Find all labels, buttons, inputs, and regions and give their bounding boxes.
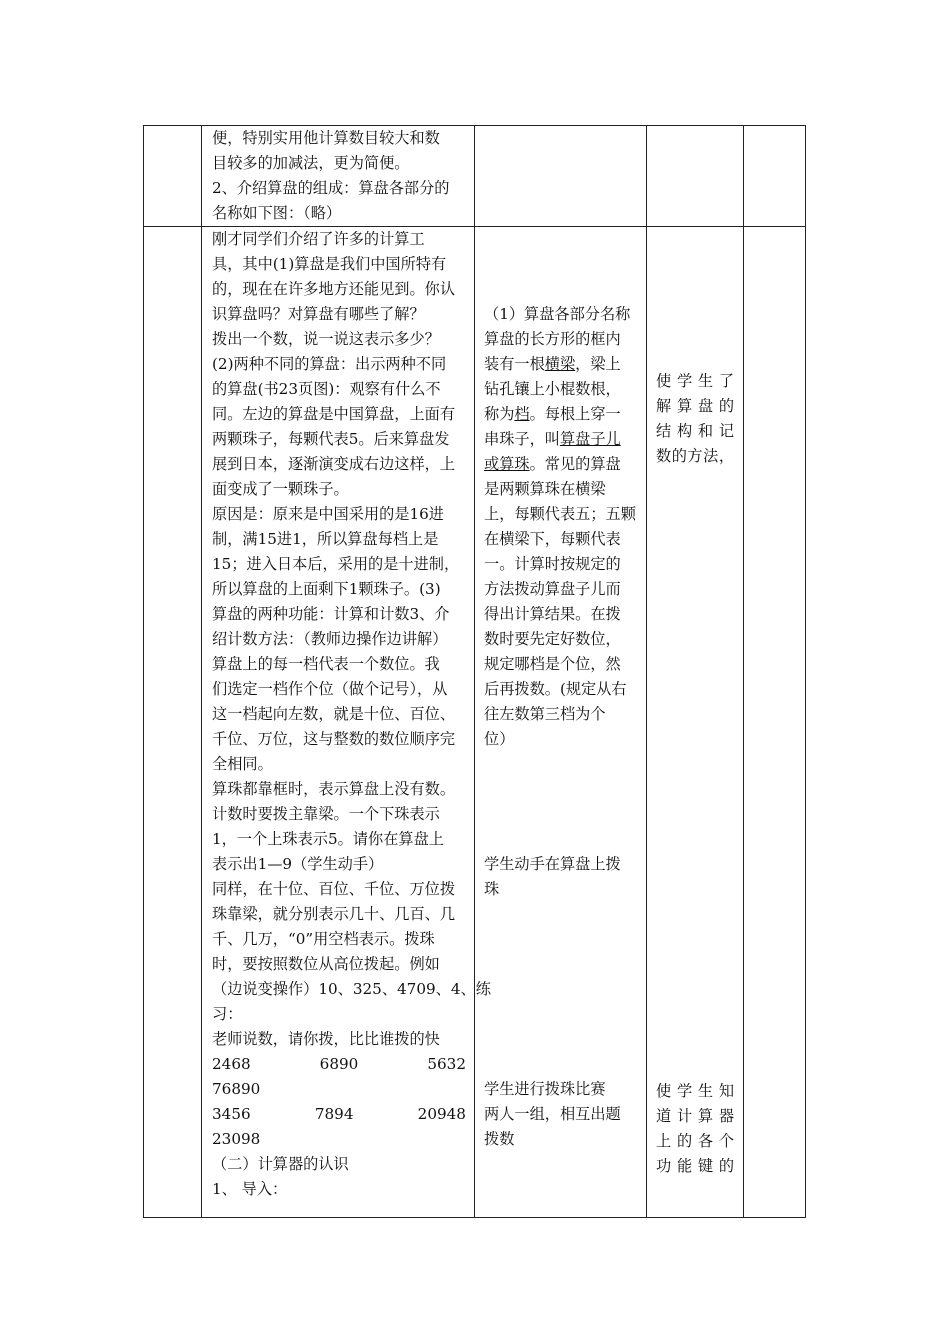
text-line: 道计算器 <box>656 1107 734 1125</box>
cell-teaching-process <box>202 126 475 227</box>
text-span: 。常见的算盘 <box>529 455 621 473</box>
text-line: 解算盘的 <box>656 397 734 415</box>
text-line: 表示出1—9（学生动手） <box>212 855 384 873</box>
drill-number: 5632 <box>427 1055 466 1073</box>
text-span: 是两颗算珠在横梁 <box>484 480 606 498</box>
drill-number: 2468 <box>212 1055 251 1073</box>
cell-teaching-process <box>202 227 491 1218</box>
drill-number: 76890 <box>212 1080 261 1098</box>
text-span: 装有一根 <box>484 355 545 373</box>
cell-empty <box>744 227 806 1218</box>
text-line: 算珠都靠框时，表示算盘上没有数。 <box>212 780 455 798</box>
text-line: 千位、万位，这与整数的数位顺序完 <box>212 730 455 748</box>
text-span: 得出计算结果。在拨 <box>484 605 621 623</box>
text-line <box>484 302 638 327</box>
cell-empty <box>744 126 806 227</box>
text-line <box>484 627 638 652</box>
text-line <box>484 452 638 477</box>
text-span: ，梁上 <box>575 355 621 373</box>
drill-number: 7894 <box>314 1105 354 1123</box>
drill-number: 20948 <box>417 1105 466 1123</box>
text-line: 老师说数，请你拨，比比谁拨的快 <box>212 1030 440 1048</box>
text-line <box>484 602 638 627</box>
text-line <box>484 327 638 352</box>
teaching-text <box>202 126 474 226</box>
text-span: 方法拨动算盘子儿而 <box>484 580 621 598</box>
text-line <box>484 377 638 402</box>
text-span: 在横梁下，每颗代表 <box>484 530 621 548</box>
text-line: 结构和记 <box>656 422 734 440</box>
table-row <box>144 227 806 1218</box>
text-line: 使学生知 <box>656 1082 734 1100</box>
text-line: 的，现在在许多地方还能见到。你认 <box>212 280 455 298</box>
text-span: 规定哪档是个位，然 <box>484 655 621 673</box>
text-line <box>484 552 638 577</box>
keyword-term: 横梁 <box>544 355 576 373</box>
text-line: 的算盘(书23页图)：观察有什么不 <box>212 380 441 398</box>
text-line: 名称如下图：（略） <box>212 204 342 222</box>
text-line: 全相同。 <box>212 755 273 773</box>
text-span: 一。计算时按规定的 <box>484 555 621 573</box>
drill-row <box>212 1052 466 1077</box>
drill-number: 3456 <box>212 1105 251 1123</box>
text-line <box>484 477 638 502</box>
cell-student-activity <box>475 126 647 227</box>
drill-number: 6890 <box>319 1055 359 1073</box>
text-line <box>484 527 638 552</box>
text-line: 1，一个上珠表示5。请你在算盘上 <box>212 830 444 848</box>
text-span: 往左数第三档为个 <box>484 705 606 723</box>
text-line: 识算盘吗？对算盘有哪些了解？ <box>212 305 425 323</box>
text-line <box>484 352 638 377</box>
text-line: 两颗珠子，每颗代表5。后来算盘发 <box>212 430 450 448</box>
text-line <box>484 402 638 427</box>
text-line: 拨数 <box>484 1130 515 1148</box>
text-line: 学生进行拨珠比赛 <box>484 1080 606 1098</box>
keyword-term: 算盘子儿 <box>559 430 621 448</box>
text-line <box>484 502 638 527</box>
text-line: 1、 导入： <box>212 1180 288 1198</box>
cell-empty <box>144 126 202 227</box>
drill-number: 23098 <box>212 1130 261 1148</box>
text-line <box>484 727 638 752</box>
cell-design-intent <box>647 126 744 227</box>
text-line: 们选定一档作个位（做个记号），从 <box>212 680 448 698</box>
text-line: 目较多的加减法，更为简便。 <box>212 154 410 172</box>
text-span: 后再拨数。(规定从右 <box>484 680 627 698</box>
text-span: 数时要先定好数位， <box>484 630 621 648</box>
student-activity-text <box>475 227 646 1152</box>
text-line: 上的各个 <box>656 1132 734 1150</box>
text-line: 2、介绍算盘的组成：算盘各部分的 <box>212 179 450 197</box>
text-line: 算盘上的每一档代表一个数位。我 <box>212 655 440 673</box>
text-span: （1）算盘各部分名称 <box>484 305 631 323</box>
keyword-term: 档 <box>514 405 530 423</box>
table-row <box>144 126 806 227</box>
cell-design-intent <box>647 227 744 1218</box>
text-line: 计数时要拨主靠梁。一个下珠表示 <box>212 805 440 823</box>
drill-row <box>212 1102 466 1127</box>
text-line: （二）计算器的认识 <box>212 1155 349 1173</box>
text-line: 绍计数方法：（教师边操作边讲解） <box>212 630 448 648</box>
text-line: 所以算盘的上面剩下1颗珠子。(3) <box>212 580 441 598</box>
text-line: 使学生了 <box>656 372 734 390</box>
text-line: 具，其中(1)算盘是我们中国所特有 <box>212 255 447 273</box>
text-span: 。每根上穿一 <box>529 405 621 423</box>
text-line: 时，要按照数位从高位拨起。例如 <box>212 955 440 973</box>
text-line <box>484 577 638 602</box>
keyword-term: 或算珠 <box>484 455 530 473</box>
text-line <box>484 702 638 727</box>
text-line: 原因是：原来是中国采用的是16进 <box>212 505 444 523</box>
text-line <box>484 652 638 677</box>
text-span: 称为 <box>484 405 515 423</box>
text-line: 功能键的 <box>656 1157 734 1175</box>
text-line: (2)两种不同的算盘：出示两种不同 <box>212 355 447 373</box>
text-line: 同样，在十位、百位、千位、万位拨 <box>212 880 455 898</box>
text-span: 位） <box>484 730 515 748</box>
teaching-text <box>202 227 491 1202</box>
text-line: 算盘的两种功能：计算和计数3、介 <box>212 605 450 623</box>
text-line: 数的方法， <box>656 447 734 465</box>
text-line: 拨出一个数，说一说这表示多少？ <box>212 330 440 348</box>
text-span: 上，每颗代表五；五颗 <box>484 505 636 523</box>
text-span: 串珠子，叫 <box>484 430 560 448</box>
text-line: 便，特别实用他计算数目较大和数 <box>212 129 440 147</box>
text-line: 珠靠梁，就分别表示几十、几百、几 <box>212 905 455 923</box>
text-line <box>484 677 638 702</box>
text-line: （边说变操作）10、325、4709、4、练 <box>212 980 491 998</box>
text-line: 这一档起向左数，就是十位、百位、 <box>212 705 455 723</box>
text-line: 刚才同学们介绍了许多的计算工 <box>212 230 425 248</box>
text-line: 两人一组，相互出题 <box>484 1105 621 1123</box>
text-span: 钻孔镶上小棍数根， <box>484 380 621 398</box>
cell-student-activity <box>475 227 647 1218</box>
text-line: 面变成了一颗珠子。 <box>212 480 349 498</box>
cell-empty <box>144 227 202 1218</box>
text-line: 习： <box>212 1005 243 1023</box>
design-intent-text <box>647 227 743 1179</box>
lesson-plan-table <box>143 125 806 1218</box>
text-span: 算盘的长方形的框内 <box>484 330 621 348</box>
text-line: 珠 <box>484 880 500 898</box>
text-line: 制，满15进1，所以算盘每档上是 <box>212 530 439 548</box>
text-line: 15；进入日本后，采用的是十进制， <box>212 555 460 573</box>
text-line: 千、几万，“0”用空档表示。拨珠 <box>212 930 435 948</box>
text-line: 展到日本，逐渐演变成右边这样，上 <box>212 455 455 473</box>
text-line: 同。左边的算盘是中国算盘，上面有 <box>212 405 455 423</box>
text-line <box>484 427 638 452</box>
text-line: 学生动手在算盘上拨 <box>484 855 621 873</box>
